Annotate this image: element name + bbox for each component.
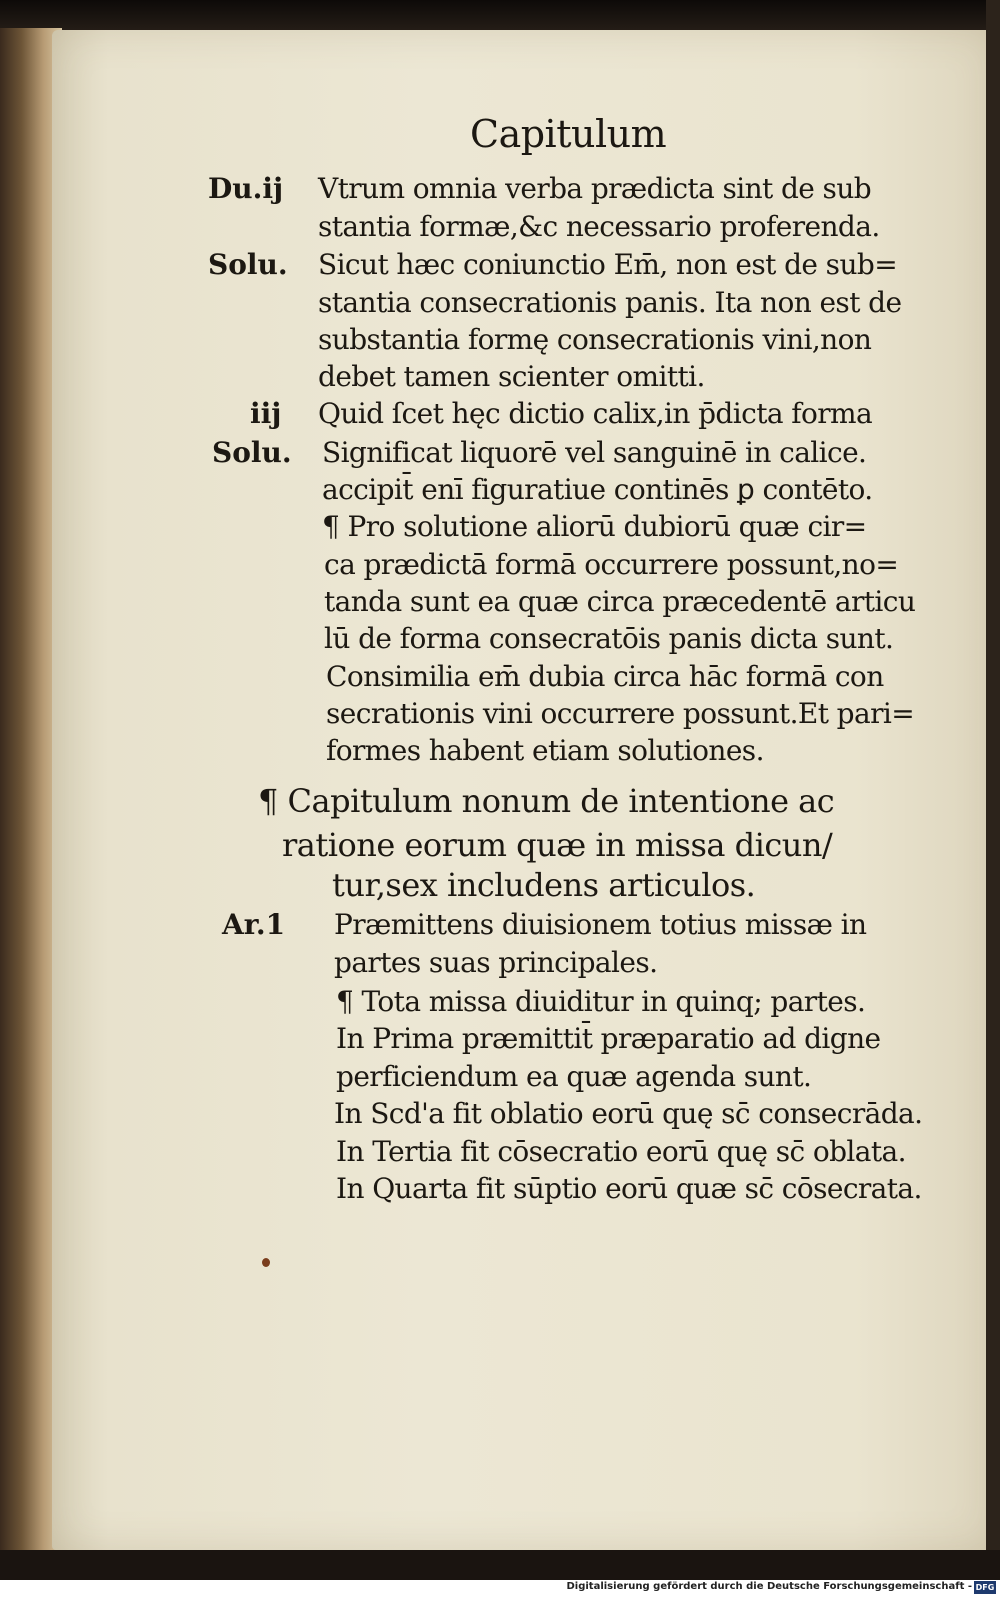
article-line: In Prima præmittit̄ præparatio ad digne (336, 1022, 881, 1055)
text-line: Sicut hæc coniunctio Em̄, non est de sub= (318, 248, 898, 281)
article-line: In Tertia fit cōsecratio eorū quę sc̄ oblata. (336, 1135, 906, 1168)
text-line: ¶ Pro solutione aliorū dubiorū quæ cir= (322, 510, 867, 543)
article-line: In Scd'a fit oblatio eorū quę sc̄ consecrāda. (334, 1097, 923, 1130)
article-line: partes suas principales. (334, 946, 658, 979)
text-line: Significat liquorē vel sanguinē in calice. (322, 436, 867, 469)
article-line: Præmittens diuisionem totius missæ in (334, 908, 867, 941)
article-line: In Quarta fit sūptio eorū quæ sc̄ cōsecrata. (336, 1172, 922, 1205)
text-line: stantia consecrationis panis. Ita non est de (318, 286, 902, 319)
text-line: stantia formæ,&c necessario proferenda. (318, 210, 880, 243)
text-line: secrationis vini occurrere possunt.Et pari= (326, 697, 915, 730)
chapter-heading-line: ¶ Capitulum nonum de intentione ac (258, 782, 835, 820)
funding-notice: Digitalisierung gefördert durch die Deutsche Forschungsgemeinschaft - (566, 1581, 972, 1592)
margin-label-dubium: Du.ij (208, 172, 284, 205)
margin-label-iij: iij (250, 397, 282, 430)
article-line: perficiendum ea quæ agenda sunt. (336, 1060, 812, 1093)
text-line: formes habent etiam solutiones. (326, 734, 764, 767)
text-line: lū de forma consecratōis panis dicta sunt. (324, 622, 894, 655)
text-line: ca prædictā formā occurrere possunt,no= (324, 548, 899, 581)
chapter-heading-line: ratione eorum quæ in missa dicun/ (282, 826, 833, 864)
text-line: Consimilia em̄ dubia circa hāc formā con (326, 660, 884, 693)
text-line: tanda sunt ea quæ circa præcedentē articu (324, 585, 916, 618)
text-line: Quid ſcet hęc dictio calix,in p̄dicta forma (318, 397, 873, 430)
chapter-heading-line: tur,sex includens articulos. (332, 866, 756, 904)
margin-label-solutio: Solu. (208, 248, 288, 281)
dfg-logo: DFG (975, 1583, 995, 1592)
text-line: substantia formę consecrationis vini,non (318, 323, 872, 356)
margin-label-articulus: Ar.1 (222, 908, 286, 941)
article-line: ¶ Tota missa diuiditur in quinq; partes. (336, 985, 866, 1018)
text-line: Vtrum omnia verba prædicta sint de sub (318, 172, 872, 205)
margin-label-solutio-2: Solu. (212, 436, 292, 469)
ink-spot (262, 1258, 270, 1267)
text-line: debet tamen scienter omitti. (318, 360, 705, 393)
running-head: Capitulum (470, 112, 667, 156)
text-line: accipit̄ enī figuratiue continēs ꝑ contēto. (322, 473, 873, 506)
